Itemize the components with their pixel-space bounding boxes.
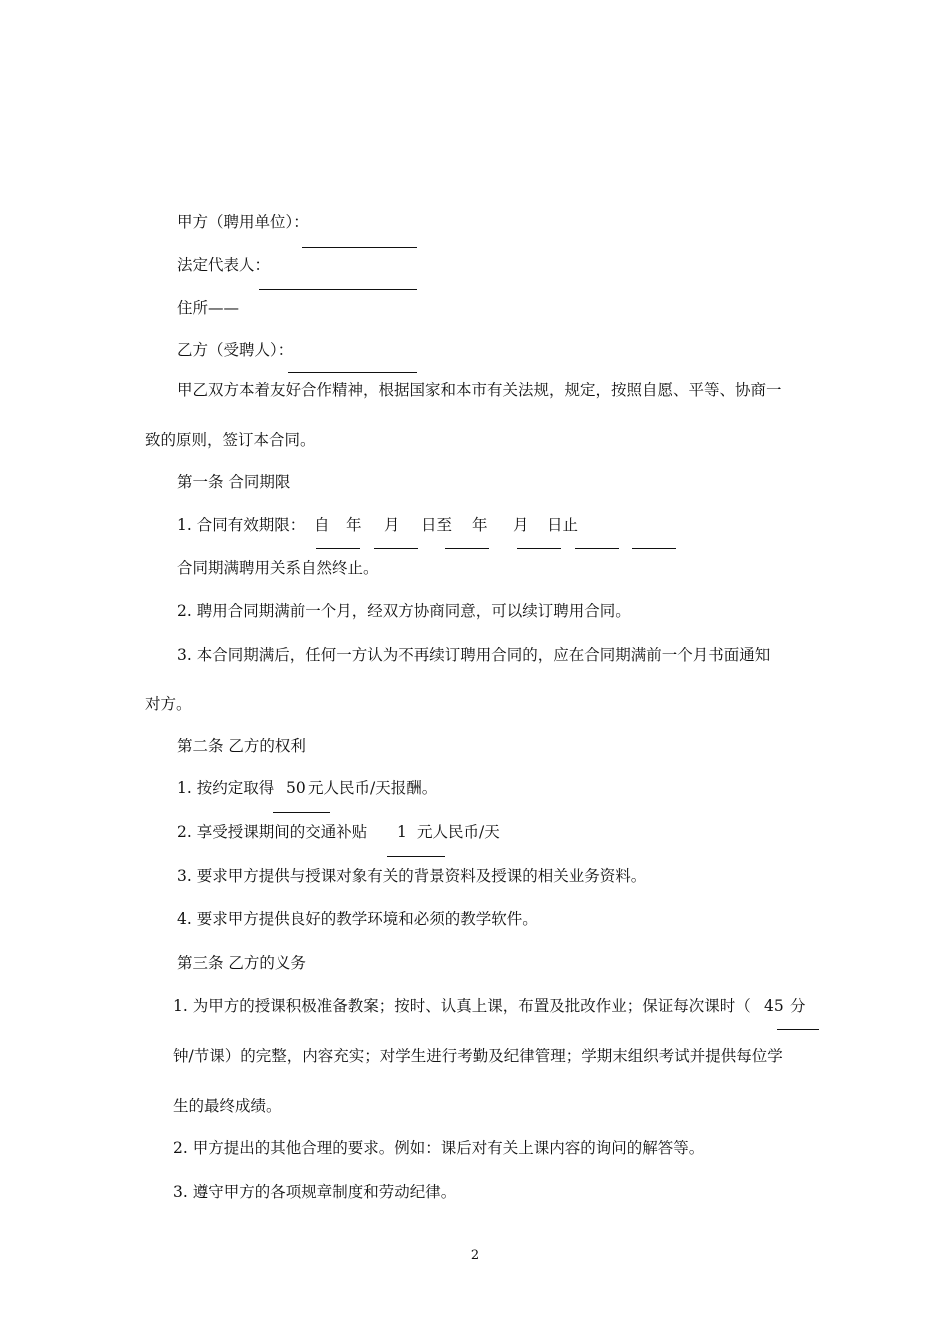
article-3-title: 第三条 乙方的义务 [177,954,306,972]
article-2-item-3: 3. 要求甲方提供与授课对象有关的背景资料及授课的相关业务资料。 [177,867,647,885]
article-2-title: 第二条 乙方的权利 [177,737,306,755]
article-1-year-1: 年 [346,516,362,534]
date-blank-6 [632,548,676,549]
party-b-blank [288,372,417,373]
date-blank-3 [445,548,489,549]
legal-rep-label: 法定代表人： [177,256,271,274]
page-number: 2 [470,1248,480,1263]
article-1-month-1: 月 [384,516,400,534]
article-1-item-3-line-1: 3. 本合同期满后，任何一方认为不再续订聘用合同的，应在合同期满前一个月书面通知 [177,646,771,664]
minutes-blank [777,1029,819,1030]
party-a-label: 甲方（聘用单位）： [177,213,309,231]
article-1-month-2: 月 [513,516,529,534]
article-1-from: 自 [314,516,330,534]
article-2-item-1-suffix: 元人民币/天报酬。 [308,779,438,797]
date-blank-2 [374,548,418,549]
article-2-item-2-suffix: 元人民币/天 [417,823,500,841]
article-1-year-2: 年 [472,516,488,534]
article-3-item-1-line-3: 生的最终成绩。 [173,1097,282,1115]
allowance-blank [387,856,445,857]
article-1-day-to: 日至 [421,516,453,534]
article-3-item-1-unit: 分 [790,997,806,1015]
article-1-item-2: 2. 聘用合同期满前一个月，经双方协商同意，可以续订聘用合同。 [177,602,631,620]
article-1-item-1-cont: 合同期满聘用关系自然终止。 [177,559,379,577]
article-3-item-1-line-2: 钟/节课）的完整，内容充实；对学生进行考勤及纪律管理；学期末组织考试并提供每位学 [173,1047,783,1065]
party-b-label: 乙方（受聘人）： [177,341,294,359]
article-2-item-2-prefix: 2. 享受授课期间的交通补贴 [177,823,368,841]
pay-blank [273,812,330,813]
article-2-item-2-amount: 1 [397,823,407,841]
article-1-day-end: 日止 [547,516,579,534]
article-1-item-3-line-2: 对方。 [145,695,192,713]
party-a-blank [302,247,417,248]
date-blank-4 [517,548,561,549]
preamble-line-2: 致的原则，签订本合同。 [145,431,316,449]
article-2-item-4: 4. 要求甲方提供良好的教学环境和必须的教学软件。 [177,910,538,928]
article-3-item-3: 3. 遵守甲方的各项规章制度和劳动纪律。 [173,1183,457,1201]
article-1-title: 第一条 合同期限 [177,473,291,491]
article-3-item-1-minutes: 45 [764,997,784,1015]
date-blank-5 [575,548,619,549]
article-3-item-2: 2. 甲方提出的其他合理的要求。例如：课后对有关上课内容的询问的解答等。 [173,1139,705,1157]
date-blank-1 [316,548,360,549]
legal-rep-blank [259,289,417,290]
article-2-item-1-prefix: 1. 按约定取得 [177,779,275,797]
address-label: 住所—— [177,299,240,317]
article-1-item-1-label: 1. 合同有效期限： [177,516,306,534]
article-2-item-1-amount: 50 [286,779,306,797]
preamble-line-1: 甲乙双方本着友好合作精神，根据国家和本市有关法规，规定，按照自愿、平等、协商一 [177,381,782,399]
article-3-item-1-prefix: 1. 为甲方的授课积极准备教案；按时、认真上课，布置及批改作业；保证每次课时（ [173,997,751,1015]
